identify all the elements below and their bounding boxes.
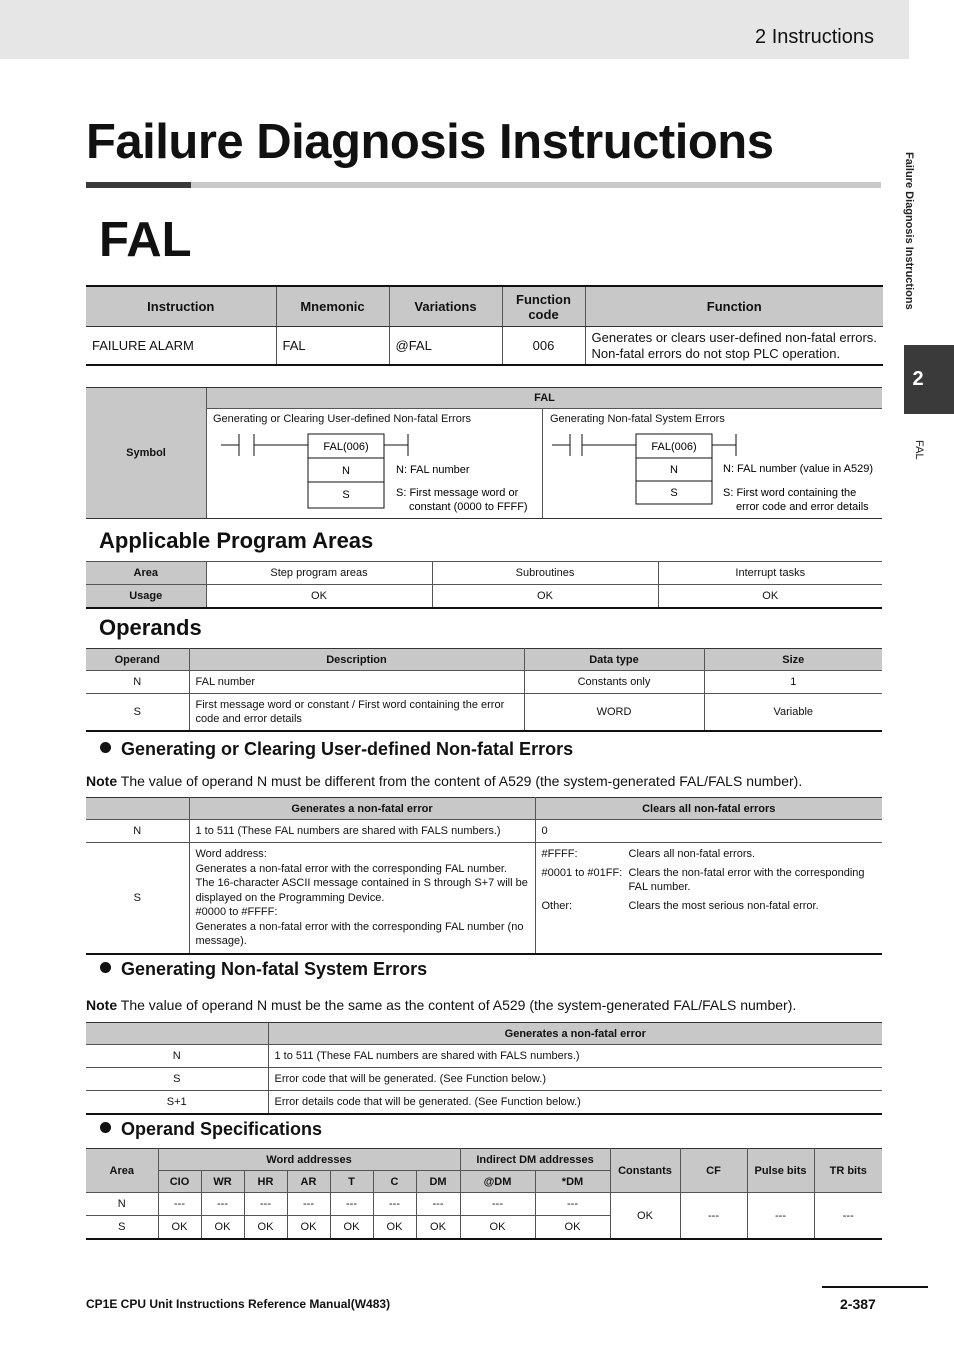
subheading-operand-specs: Operand Specifications bbox=[100, 1119, 322, 1140]
ladder-symbol-left bbox=[216, 430, 536, 515]
ladder-right-desc1: N: FAL number (value in A529) bbox=[723, 463, 874, 475]
note-user-errors: Note The value of operand N must be different from the content of A529 (the system-generated FAL/FALS number). bbox=[86, 773, 803, 789]
cell-data-type: Constants only bbox=[524, 671, 704, 694]
header-blank bbox=[86, 798, 189, 820]
clear-item: Other: Clears the most serious non-fatal error. bbox=[541, 899, 819, 912]
operands-table-header bbox=[86, 649, 882, 671]
ladder-left-desc2a: S: First message word or bbox=[396, 487, 519, 499]
cell-generates bbox=[189, 843, 535, 954]
cell-generates: Error code that will be generated. (See Function below.) bbox=[268, 1068, 882, 1091]
section-heading-operands: Operands bbox=[99, 615, 202, 640]
header-area: Area bbox=[86, 1149, 158, 1193]
header-star-dm: *DM bbox=[535, 1171, 610, 1193]
header-hr: HR bbox=[244, 1171, 287, 1193]
cell-ar: OK bbox=[287, 1216, 330, 1240]
text-line: Generates a non-fatal error with the corresponding FAL number (no message). bbox=[195, 920, 524, 947]
cell-operand: S+1 bbox=[86, 1091, 268, 1115]
ladder-left-op1: N bbox=[342, 465, 350, 477]
text-line: Word address: bbox=[195, 848, 267, 860]
table-row bbox=[86, 694, 882, 732]
ladder-right-desc2a: S: First word containing the bbox=[723, 487, 857, 499]
header-word-addresses: Word addresses bbox=[158, 1149, 460, 1171]
cell-c: --- bbox=[373, 1193, 416, 1216]
footer-manual-title: CP1E CPU Unit Instructions Reference Manual(W483) bbox=[86, 1297, 391, 1311]
cell-usage-interrupt: OK bbox=[658, 585, 882, 609]
cell-ar: --- bbox=[287, 1193, 330, 1216]
instruction-table-header bbox=[86, 286, 883, 327]
cell-mnemonic: FAL bbox=[276, 327, 389, 366]
header-t: T bbox=[330, 1171, 373, 1193]
cell-function bbox=[585, 327, 883, 366]
cell-description: First message word or constant / First word containing the error code and error details bbox=[189, 694, 524, 732]
system-errors-table-header bbox=[86, 1023, 882, 1045]
header-generates: Generates a non-fatal error bbox=[189, 798, 535, 820]
cell-wr: --- bbox=[201, 1193, 244, 1216]
page-title: Failure Diagnosis Instructions bbox=[86, 115, 774, 169]
symbol-header: FAL bbox=[207, 388, 882, 409]
footer-page-number: 2-387 bbox=[840, 1296, 876, 1312]
header-operand: Operand bbox=[86, 649, 189, 671]
specs-header-top bbox=[86, 1149, 882, 1171]
header-constants: Constants bbox=[610, 1149, 680, 1193]
operands-table bbox=[86, 648, 882, 732]
table-row bbox=[86, 585, 882, 609]
clear-item: #0001 to #01FF: Clears the non-fatal error with the corresponding FAL number. bbox=[541, 866, 865, 893]
header-cf: CF bbox=[680, 1149, 747, 1193]
table-row bbox=[86, 562, 882, 585]
header-section-title: 2 Instructions bbox=[755, 26, 874, 48]
table-row bbox=[86, 671, 882, 694]
cell-description: FAL number bbox=[189, 671, 524, 694]
cell-operand: S bbox=[86, 1068, 268, 1091]
text-line: The 16-character ASCII message contained in S through S+7 will be displayed on the Programming Device. bbox=[195, 877, 528, 904]
operand-specs-table bbox=[86, 1148, 882, 1240]
section-heading-program-areas: Applicable Program Areas bbox=[99, 528, 374, 553]
header-size: Size bbox=[704, 649, 882, 671]
header-function-code: Function code bbox=[502, 286, 585, 327]
subheading-user-errors: Generating or Clearing User-defined Non-fatal Errors bbox=[100, 739, 573, 760]
symbol-right-caption: Generating Non-fatal System Errors bbox=[550, 413, 725, 425]
ladder-right-box: FAL(006) bbox=[651, 441, 697, 453]
cell-wr: OK bbox=[201, 1216, 244, 1240]
cell-constants: OK bbox=[610, 1193, 680, 1240]
cell-star-dm: --- bbox=[535, 1193, 610, 1216]
ladder-right-desc2b: error code and error details bbox=[736, 501, 869, 513]
header-indirect: Indirect DM addresses bbox=[460, 1149, 610, 1171]
bullet-icon bbox=[100, 1122, 111, 1133]
header-wr: WR bbox=[201, 1171, 244, 1193]
cell-area-label: Area bbox=[86, 562, 206, 585]
symbol-label: Symbol bbox=[86, 388, 207, 518]
ladder-left-desc1: N: FAL number bbox=[396, 464, 470, 476]
cell-dm: OK bbox=[416, 1216, 460, 1240]
cell-at-dm: OK bbox=[460, 1216, 535, 1240]
header-blank bbox=[86, 1023, 268, 1045]
cell-instruction: FAILURE ALARM bbox=[86, 327, 276, 366]
cell-c: OK bbox=[373, 1216, 416, 1240]
header-at-dm: @DM bbox=[460, 1171, 535, 1193]
cell-function-code: 006 bbox=[502, 327, 585, 366]
header-data-type: Data type bbox=[524, 649, 704, 671]
cell-hr: --- bbox=[244, 1193, 287, 1216]
cell-clears bbox=[535, 843, 882, 954]
cell-usage-label: Usage bbox=[86, 585, 206, 609]
cell-star-dm: OK bbox=[535, 1216, 610, 1240]
cell-operand: N bbox=[86, 1045, 268, 1068]
side-tab-title: Failure Diagnosis Instructions bbox=[903, 152, 915, 310]
header-description: Description bbox=[189, 649, 524, 671]
header-dm: DM bbox=[416, 1171, 460, 1193]
text-line: #0000 to #FFFF: bbox=[195, 906, 278, 918]
clear-item: #FFFF: Clears all non-fatal errors. bbox=[541, 848, 756, 860]
function-line-1: Generates or clears user-defined non-fatal errors. bbox=[591, 329, 877, 345]
table-row bbox=[86, 1193, 882, 1216]
header-mnemonic: Mnemonic bbox=[276, 286, 389, 327]
system-errors-table bbox=[86, 1022, 882, 1115]
cell-tr-bits: --- bbox=[814, 1193, 882, 1240]
user-errors-table-header bbox=[86, 798, 882, 820]
cell-generates: 1 to 511 (These FAL numbers are shared with FALS numbers.) bbox=[189, 820, 535, 843]
cell-generates: Error details code that will be generated. (See Function below.) bbox=[268, 1091, 882, 1115]
cell-area-step: Step program areas bbox=[206, 562, 432, 585]
cell-usage-step: OK bbox=[206, 585, 432, 609]
cell-at-dm: --- bbox=[460, 1193, 535, 1216]
cell-clears: 0 bbox=[535, 820, 882, 843]
cell-size: 1 bbox=[704, 671, 882, 694]
table-row bbox=[86, 1091, 882, 1115]
note-system-errors: Note The value of operand N must be the same as the content of A529 (the system-generated FAL/FALS number). bbox=[86, 997, 797, 1013]
cell-cf: --- bbox=[680, 1193, 747, 1240]
ladder-left-desc2b: constant (0000 to FFFF) bbox=[409, 501, 528, 513]
table-row bbox=[86, 327, 883, 366]
cell-pulse-bits: --- bbox=[747, 1193, 814, 1240]
bullet-icon bbox=[100, 962, 111, 973]
cell-variations: @FAL bbox=[389, 327, 502, 366]
subheading-system-errors: Generating Non-fatal System Errors bbox=[100, 959, 427, 980]
header-cio: CIO bbox=[158, 1171, 201, 1193]
cell-operand: N bbox=[86, 671, 189, 694]
cell-area-subroutines: Subroutines bbox=[432, 562, 658, 585]
header-generates: Generates a non-fatal error bbox=[268, 1023, 882, 1045]
ladder-right-op2: S bbox=[670, 487, 678, 499]
side-tab-label: FAL bbox=[913, 440, 925, 460]
ladder-left-op2: S bbox=[342, 489, 350, 501]
cell-operand: S bbox=[86, 694, 189, 732]
cell-cio: OK bbox=[158, 1216, 201, 1240]
cell-usage-subroutines: OK bbox=[432, 585, 658, 609]
symbol-divider bbox=[542, 409, 543, 518]
table-row bbox=[86, 1068, 882, 1091]
header-instruction: Instruction bbox=[86, 286, 276, 327]
bullet-icon bbox=[100, 742, 111, 753]
ladder-left-box: FAL(006) bbox=[323, 441, 369, 453]
header-ar: AR bbox=[287, 1171, 330, 1193]
title-rule-dark bbox=[86, 182, 191, 188]
ladder-symbol-right bbox=[552, 430, 882, 515]
mnemonic-title: FAL bbox=[99, 213, 192, 267]
cell-cio: --- bbox=[158, 1193, 201, 1216]
header-function: Function bbox=[585, 286, 883, 327]
text-line: Generates a non-fatal error with the corresponding FAL number. bbox=[195, 862, 507, 875]
table-row bbox=[86, 1045, 882, 1068]
cell-data-type: WORD bbox=[524, 694, 704, 732]
cell-operand: N bbox=[86, 820, 189, 843]
cell-hr: OK bbox=[244, 1216, 287, 1240]
header-clears: Clears all non-fatal errors bbox=[535, 798, 882, 820]
table-row bbox=[86, 820, 882, 843]
title-rule-light bbox=[191, 182, 881, 188]
cell-area: S bbox=[86, 1216, 158, 1240]
program-areas-table bbox=[86, 561, 882, 609]
table-row bbox=[86, 843, 882, 954]
function-line-2: Non-fatal errors do not stop PLC operation. bbox=[591, 345, 841, 361]
cell-t: --- bbox=[330, 1193, 373, 1216]
symbol-block bbox=[86, 387, 882, 519]
cell-operand: S bbox=[86, 843, 189, 954]
symbol-left-caption: Generating or Clearing User-defined Non-fatal Errors bbox=[213, 413, 472, 425]
header-c: C bbox=[373, 1171, 416, 1193]
cell-generates: 1 to 511 (These FAL numbers are shared with FALS numbers.) bbox=[268, 1045, 882, 1068]
cell-t: OK bbox=[330, 1216, 373, 1240]
header-variations: Variations bbox=[389, 286, 502, 327]
ladder-right-op1: N bbox=[670, 464, 678, 476]
footer-rule bbox=[822, 1286, 928, 1288]
cell-area: N bbox=[86, 1193, 158, 1216]
instruction-table bbox=[86, 285, 883, 366]
cell-dm: --- bbox=[416, 1193, 460, 1216]
side-tab-number[interactable]: 2 bbox=[904, 345, 954, 414]
user-errors-table bbox=[86, 797, 882, 955]
cell-size: Variable bbox=[704, 694, 882, 732]
cell-area-interrupt: Interrupt tasks bbox=[658, 562, 882, 585]
header-tr-bits: TR bits bbox=[814, 1149, 882, 1193]
header-pulse-bits: Pulse bits bbox=[747, 1149, 814, 1193]
